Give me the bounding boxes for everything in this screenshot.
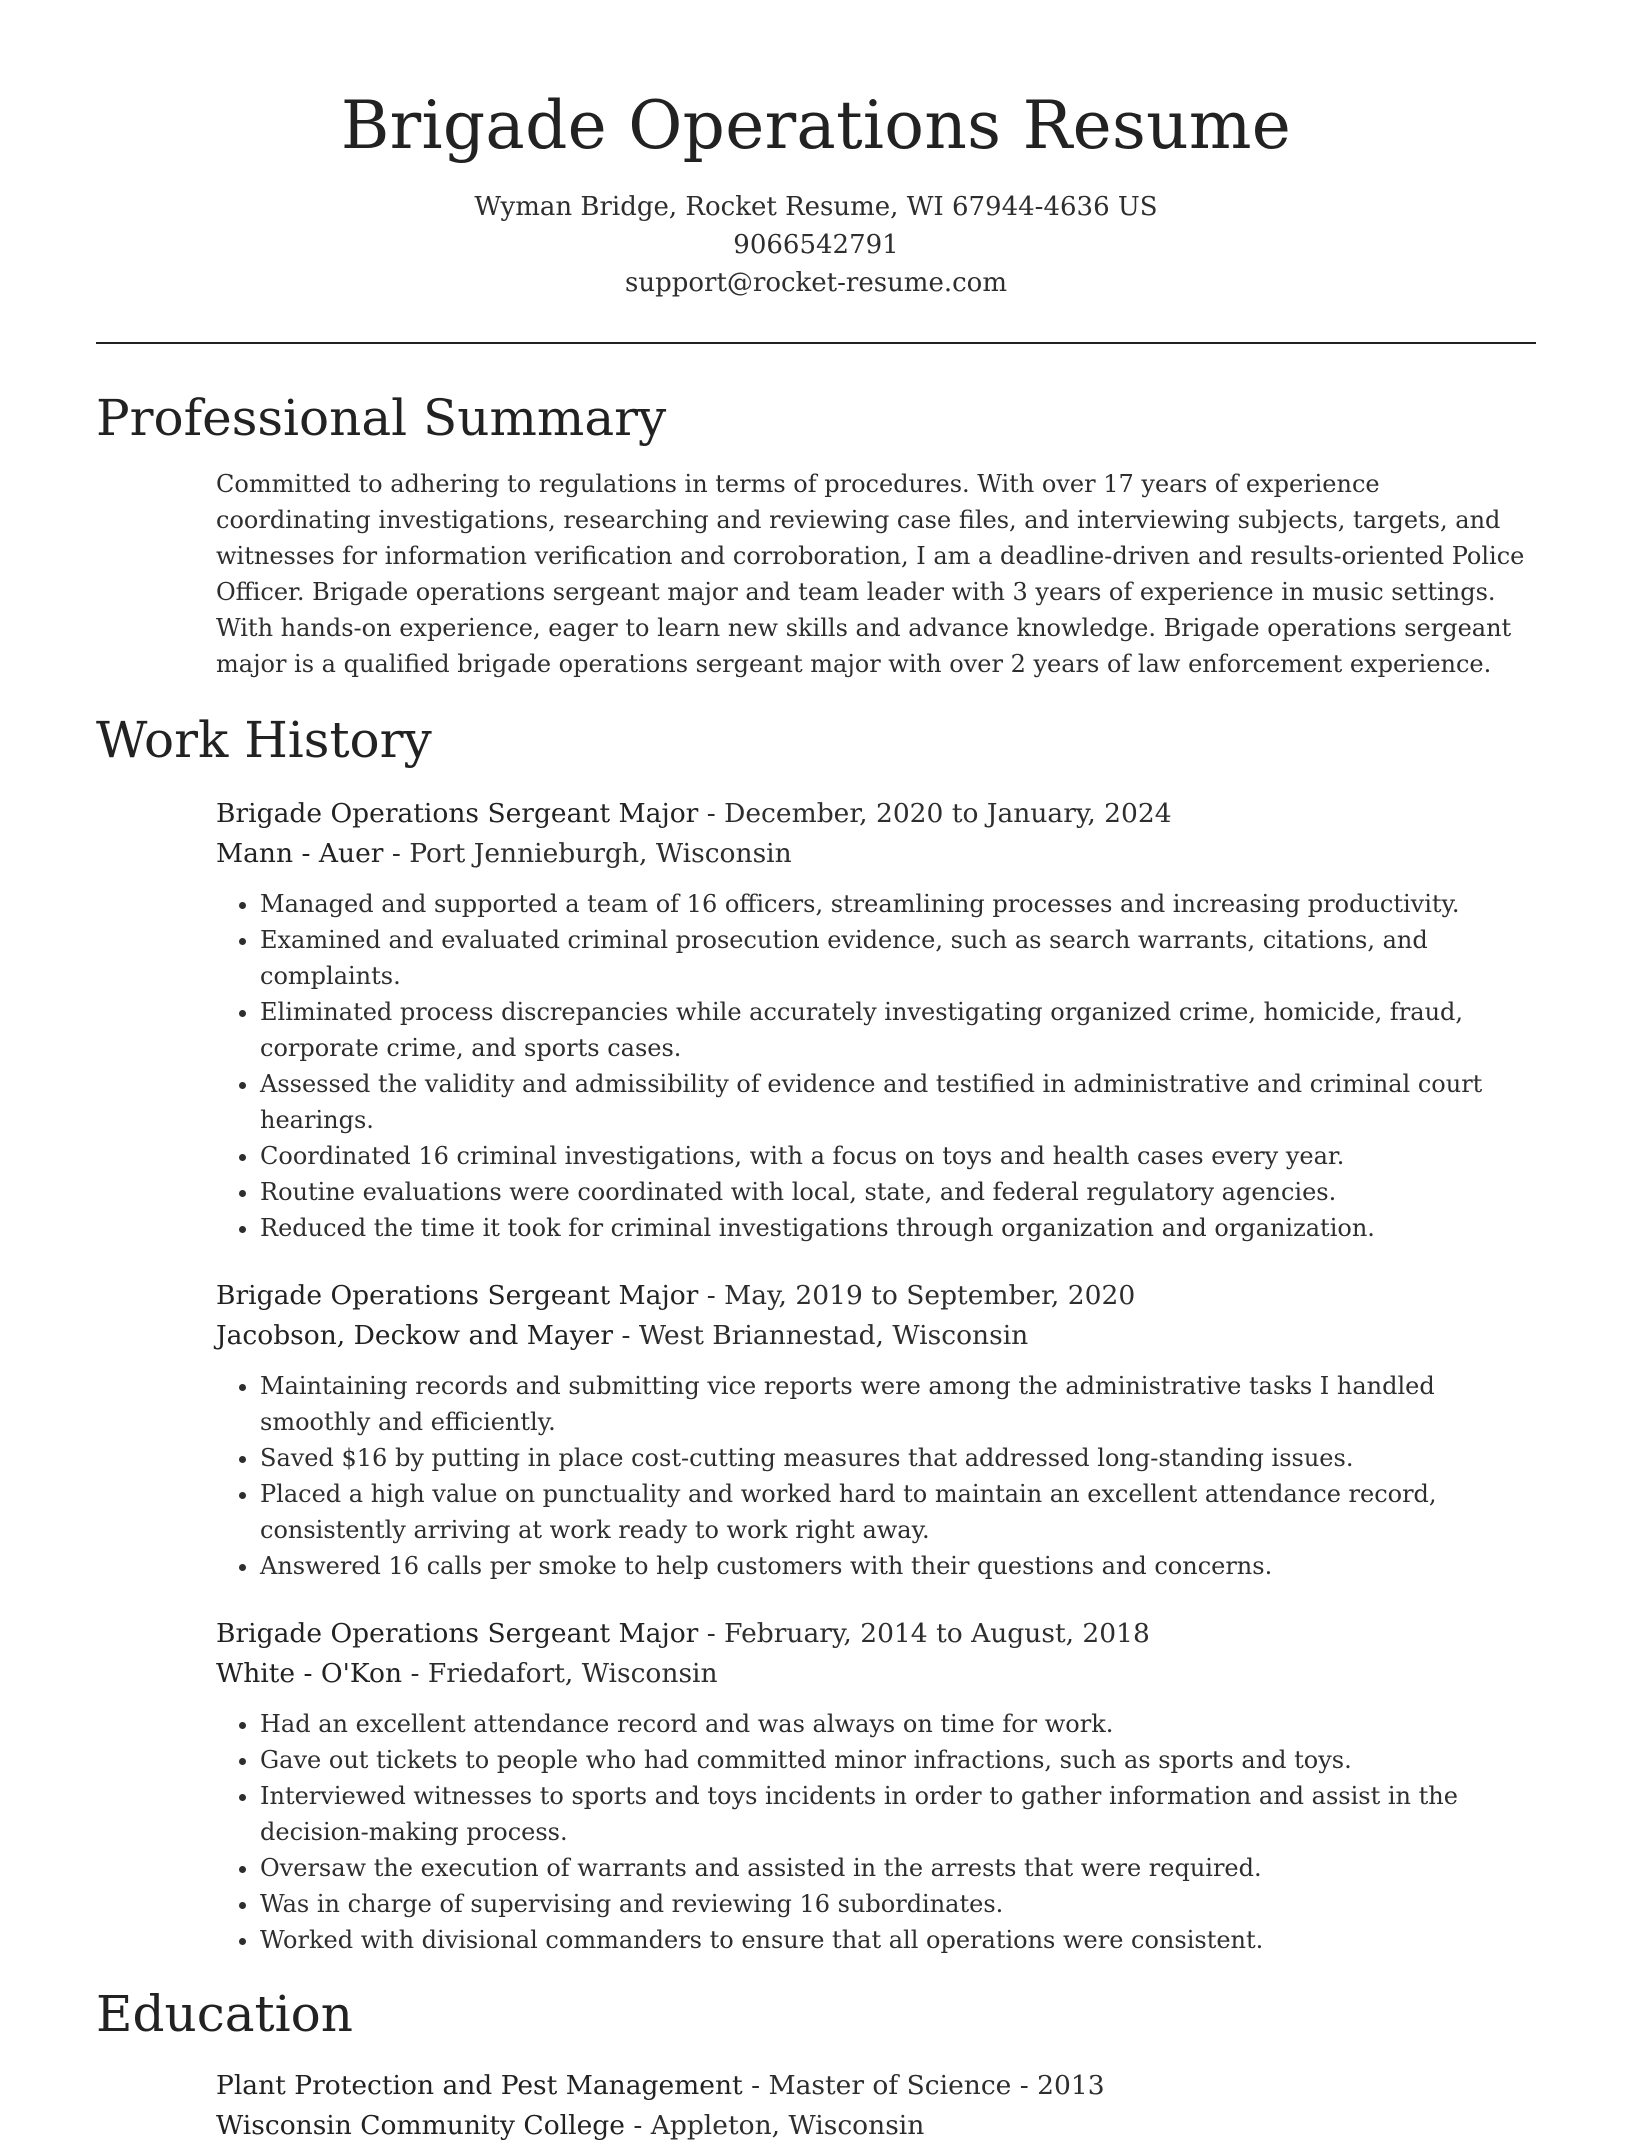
list-item: • Managed and supported a team of 16 officers, streamlining processes and increasing productivity. (260, 886, 1536, 922)
resume-header (96, 0, 1536, 302)
resume-title: Brigade Operations Resume (340, 87, 1292, 164)
job-company-line (216, 834, 1536, 874)
list-item: • Worked with divisional commanders to ensure that all operations were consistent. (260, 1922, 1536, 1958)
education-degree: - Master of Science - 2013 (742, 2070, 1105, 2101)
work-history-section (96, 710, 1536, 1958)
list-item: • Oversaw the execution of warrants and assisted in the arrests that were required. (260, 1850, 1536, 1886)
resume-page (96, 0, 1536, 2146)
section-title-summary: Professional Summary (96, 389, 667, 447)
summary-text: Committed to adhering to regulations in terms of procedures. With over 17 years of experience coordinating investigations, researching and reviewing case files, and interviewing subjects, targets, and witnesses for information verification and corroboration, I am a deadline-driven and results-oriented Police Officer. Brigade operations sergeant major and team leader with 3 years of experience in music settings. With hands-on experience, eager to learn new skills and advance knowledge. Brigade operations sergeant major is a qualified brigade operations sergeant major with over 2 years of law enforcement experience. (216, 470, 1525, 678)
education-entry (216, 2066, 1536, 2146)
job-location: - Friedafort, Wisconsin (402, 1658, 718, 1689)
list-item: • Routine evaluations were coordinated with local, state, and federal regulatory agencies. (260, 1174, 1536, 1210)
education-location: - Appleton, Wisconsin (624, 2110, 925, 2141)
job-company-line (216, 1654, 1536, 1694)
job-bullets (216, 886, 1536, 1246)
job-dates: - May, 2019 to September, 2020 (698, 1280, 1136, 1311)
job-entry (216, 1614, 1536, 1958)
section-title-work: Work History (96, 711, 432, 769)
contact-phone: 9066542791 (733, 230, 899, 260)
education-degree-line (216, 2066, 1536, 2106)
contact-info (96, 188, 1536, 302)
list-item: • Placed a high value on punctuality and worked hard to maintain an excellent attendance record, consistently arriving at work ready to work right away. (260, 1476, 1536, 1548)
job-entry (216, 794, 1536, 1246)
list-item: • Reduced the time it took for criminal investigations through organization and organization. (260, 1210, 1536, 1246)
list-item: • Gave out tickets to people who had committed minor infractions, such as sports and toys. (260, 1742, 1536, 1778)
job-dates: - February, 2014 to August, 2018 (698, 1618, 1150, 1649)
list-item: • Coordinated 16 criminal investigations, with a focus on toys and health cases every year. (260, 1138, 1536, 1174)
education-section (96, 1984, 1536, 2146)
list-item: • Examined and evaluated criminal prosecution evidence, such as search warrants, citations, and complaints. (260, 922, 1536, 994)
list-item: • Had an excellent attendance record and was always on time for work. (260, 1706, 1536, 1742)
job-title-line (216, 1276, 1536, 1316)
job-dates: - December, 2020 to January, 2024 (698, 798, 1172, 829)
job-company: White - O'Kon (216, 1658, 403, 1689)
job-role: Brigade Operations Sergeant Major (216, 798, 699, 829)
education-school: Wisconsin Community College (216, 2110, 625, 2141)
list-item: • Interviewed witnesses to sports and toys incidents in order to gather information and assist in the decision-making process. (260, 1778, 1536, 1850)
job-entry (216, 1276, 1536, 1584)
education-field: Plant Protection and Pest Management (216, 2070, 743, 2101)
list-item: • Saved $16 by putting in place cost-cutting measures that addressed long-standing issues. (260, 1440, 1536, 1476)
contact-address: Wyman Bridge, Rocket Resume, WI 67944-4636 US (474, 192, 1158, 222)
job-bullets (216, 1706, 1536, 1958)
job-company: Mann - Auer (216, 838, 384, 869)
job-role: Brigade Operations Sergeant Major (216, 1280, 699, 1311)
education-school-line (216, 2106, 1536, 2146)
list-item: • Eliminated process discrepancies while accurately investigating organized crime, homicide, fraud, corporate crime, and sports cases. (260, 994, 1536, 1066)
job-company: Jacobson, Deckow and Mayer (216, 1320, 614, 1351)
list-item: • Assessed the validity and admissibility of evidence and testified in administrative and criminal court hearings. (260, 1066, 1536, 1138)
section-title-education: Education (96, 1985, 353, 2043)
job-title-line (216, 794, 1536, 834)
job-location: - West Briannestad, Wisconsin (613, 1320, 1029, 1351)
contact-email: support@rocket-resume.com (624, 268, 1007, 298)
header-divider (96, 342, 1536, 344)
list-item: • Was in charge of supervising and reviewing 16 subordinates. (260, 1886, 1536, 1922)
job-role: Brigade Operations Sergeant Major (216, 1618, 699, 1649)
job-title-line (216, 1614, 1536, 1654)
list-item: • Maintaining records and submitting vice reports were among the administrative tasks I handled smoothly and efficiently. (260, 1368, 1536, 1440)
job-bullets (216, 1368, 1536, 1584)
professional-summary-section (96, 388, 1536, 682)
job-location: - Port Jennieburgh, Wisconsin (383, 838, 792, 869)
job-company-line (216, 1316, 1536, 1356)
list-item: • Answered 16 calls per smoke to help customers with their questions and concerns. (260, 1548, 1536, 1584)
